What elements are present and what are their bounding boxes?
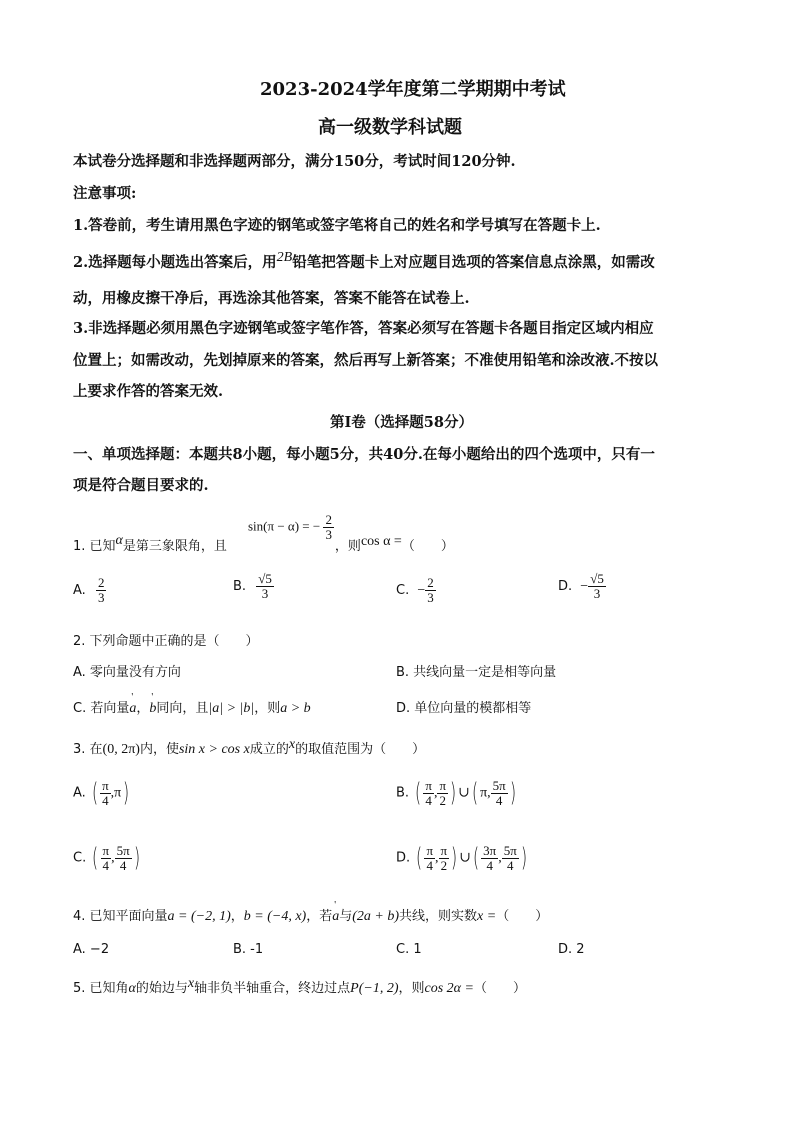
q4-option-b[interactable]: B. -1 — [233, 942, 264, 957]
q2-option-a[interactable]: A. 零向量没有方向 — [73, 665, 181, 680]
q1-mid: 是第三象限角，且 — [122, 539, 227, 554]
note-2-part-b: 铅笔把答题卡上对应题目选项的答案信息点涂黑，如需改 — [292, 254, 655, 271]
q4-option-d[interactable]: D. 2 — [558, 942, 585, 957]
exam-subtitle: 高一级数学科试题 — [318, 117, 462, 138]
q1-option-a[interactable]: A. $\frac{2}{3}$ — [73, 575, 105, 605]
intro-text: 本试卷分选择题和非选择题两部分，满分150分，考试时间120分钟. — [73, 153, 516, 170]
q1-stem — [73, 535, 454, 555]
q1-option-c[interactable]: C. − $\frac{2}{3}$ — [396, 575, 434, 605]
q2-option-c[interactable]: C. 若向量' a，' b同向，且|a| > |b|，则a > b — [73, 697, 311, 717]
section-title: 第Ⅰ卷（选择题58分） — [330, 414, 473, 431]
q3-option-b[interactable]: B. ( $\frac{\pi}{4}$ , $\frac{\pi}{2}$ ) ∪( π, $\frac{5\pi}{4}$ ) — [396, 777, 516, 808]
q1-cond-fraction: $\frac{2}{3}$ — [325, 512, 332, 542]
note-2-cont: 动，用橡皮擦干净后，再选涂其他答案，答案不能答在试卷上. — [73, 290, 470, 307]
q4-option-a[interactable]: A. −2 — [73, 942, 110, 957]
q2-stem: 2. 下列命题中正确的是（ ） — [73, 634, 259, 649]
q3-option-d[interactable]: D. ( $\frac{\pi}{4}$ , $\frac{\pi}{2}$ ) ∪( $\frac{3\pi}{4}$ , $\frac{5\pi}{4}$ ) — [396, 842, 527, 873]
note-2-pencil: 2B — [276, 250, 293, 265]
q1-option-b[interactable]: B. $\frac{√5}{3}$ — [233, 571, 272, 601]
q5-stem: 5. 已知角α的始边与x轴非负半轴重合，终边过点P(−1, 2)，则cos 2α =（ ） — [73, 976, 526, 996]
q2-option-b[interactable]: B. 共线向量一定是相等向量 — [396, 665, 557, 680]
section-instructions-2: 项是符合题目要求的. — [73, 477, 209, 494]
note-2 — [73, 251, 655, 272]
q1-alpha: α — [115, 533, 123, 548]
notes-heading: 注意事项: — [73, 185, 137, 202]
q1-cond-text: sin(π − α) = − — [248, 518, 321, 534]
q3-option-c[interactable]: C. ( $\frac{\pi}{4}$ , $\frac{5\pi}{4}$ ) — [73, 842, 140, 873]
note-1: 1.答卷前，考生请用黑色字迹的钢笔或签字笔将自己的姓名和学号填写在答题卡上. — [73, 217, 601, 234]
exam-title: 2023-2024学年度第二学期期中考试 — [260, 79, 566, 100]
note-3-cont-2: 上要求作答的答案无效. — [73, 383, 224, 400]
section-instructions-1: 一、单项选择题：本题共8小题，每小题5分，共40分.在每小题给出的四个选项中，只有一 — [73, 446, 655, 463]
q1-option-d[interactable]: D. − $\frac{√5}{3}$ — [558, 571, 604, 601]
note-3: 3.非选择题必须用黑色字迹钢笔或签字笔作答，答案必须写在答题卡各题目指定区域内相应 — [73, 320, 654, 337]
q1-prefix: 1. 已知 — [73, 539, 116, 554]
q4-stem: 4. 已知平面向量a = (−2, 1)，b = (−4, x)，若' a与(2a + b)共线，则实数x =（ ） — [73, 905, 548, 925]
note-2-part-a: 2.选择题每小题选出答案后，用 — [73, 254, 277, 271]
q4-option-c[interactable]: C. 1 — [396, 942, 422, 957]
q1-cos: cos α = — [360, 534, 402, 549]
q1-then: ，则 — [334, 539, 361, 554]
q2-option-d[interactable]: D. 单位向量的模都相等 — [396, 701, 532, 716]
note-3-cont-1: 位置上；如需改动，先划掉原来的答案，然后再写上新答案；不准使用铅笔和涂改液.不按以 — [73, 352, 659, 369]
q3-option-a[interactable]: A. ( $\frac{\pi}{4}$ ,π) — [73, 777, 130, 808]
q1-blank: （ ） — [401, 539, 454, 554]
q3-stem: 3. 在(0, 2π)内，使sin x > cos x成立的x的取值范围为（ ） — [73, 737, 426, 757]
